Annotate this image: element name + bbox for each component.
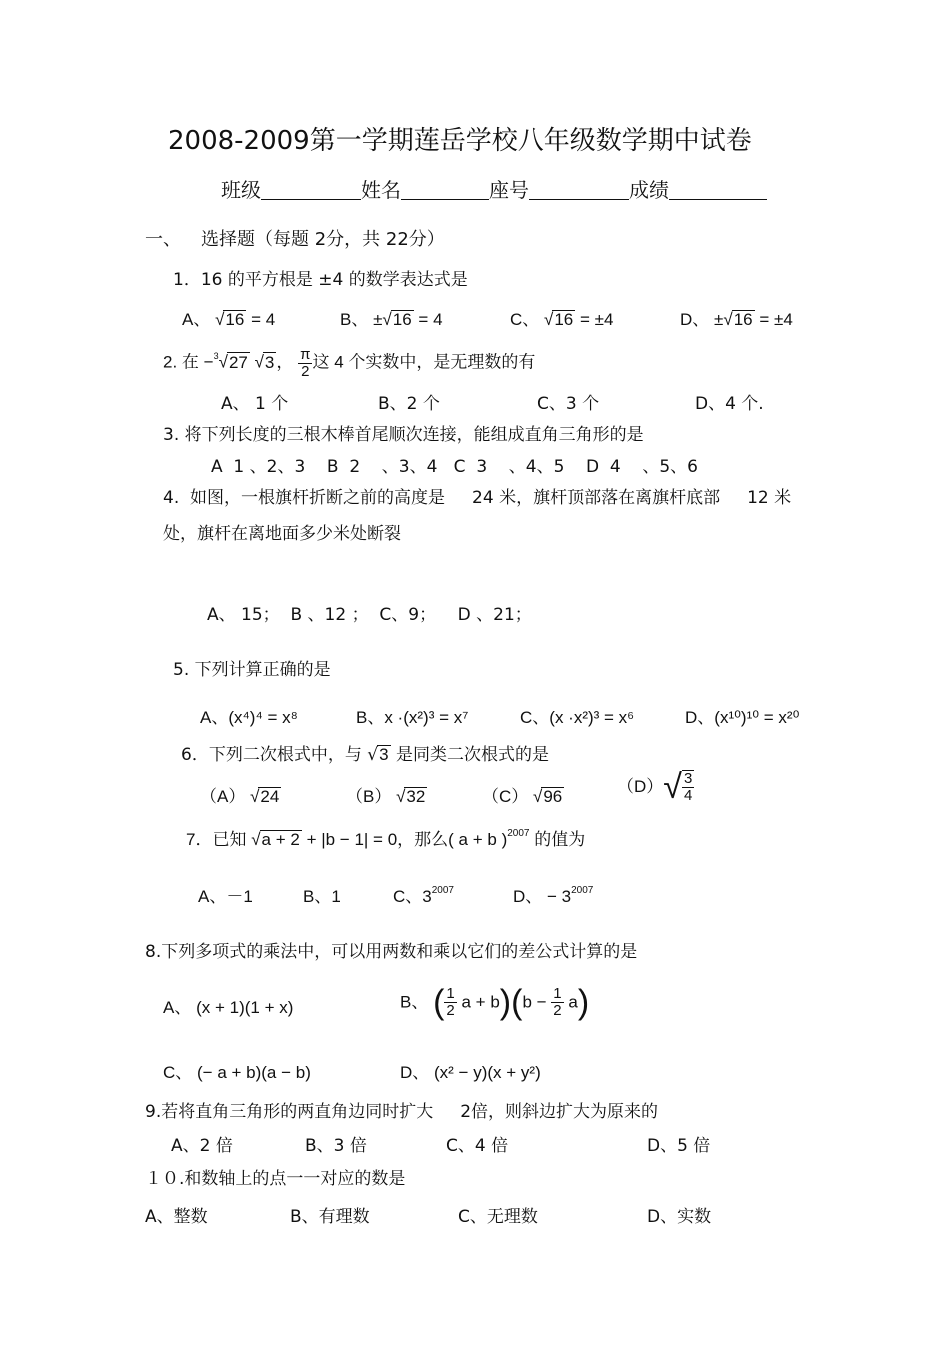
q10-option-b: B、有理数 <box>290 1207 370 1227</box>
score-blank[interactable] <box>669 181 767 200</box>
class-blank[interactable] <box>261 181 361 200</box>
q5-option-c: C、(x ·x²)³ = x⁶ <box>520 708 635 727</box>
student-info-row <box>221 180 767 200</box>
q8-option-b: B、 ( $\frac{1}{2}$ a + b)(b − $\frac{1}{2}$ a) <box>400 983 590 1022</box>
q8-option-a: A、 (x + 1)(1 + x) <box>163 998 294 1017</box>
seat-label: 座号 <box>489 178 529 202</box>
q7-option-a: A、－1 <box>198 887 253 906</box>
q2-option-b: B、2 个 <box>378 394 440 414</box>
q10-option-c: C、无理数 <box>458 1207 538 1227</box>
q1-option-b: B、 ±√16 = 4 <box>340 310 443 329</box>
q4-options: A、 15； B 、12 ； C、9； D 、21； <box>207 605 532 625</box>
q2-option-c: C、3 个 <box>537 394 600 414</box>
name-label: 姓名 <box>361 178 401 202</box>
q9-option-d: D、5 倍 <box>647 1136 711 1156</box>
q9-option-a: A、2 倍 <box>171 1136 233 1156</box>
q2-stem: 2. 在 −$^3$√27 √3 ， $\frac{\pi}{2}$ 这 4 个实数中，是无理数的有 <box>163 346 536 380</box>
q6-option-b: （B） √32 <box>346 787 426 806</box>
section-one-heading: 选择题（每题 2分，共 22分） <box>201 229 445 250</box>
q6-option-c: （C） √96 <box>482 787 563 806</box>
q7-stem: 7．已知 √a + 2 + |b − 1| = 0，那么( a + b )$^{2007}$ 的值为 <box>186 828 586 849</box>
q9-option-b: B、3 倍 <box>305 1136 367 1156</box>
q8-option-d: D、 (x² − y)(x + y²) <box>400 1063 541 1082</box>
q5-option-b: B、x ·(x²)³ = x⁷ <box>356 708 469 727</box>
q10-option-d: D、实数 <box>647 1207 712 1227</box>
class-label: 班级 <box>221 178 261 202</box>
q3-stem: 3. 将下列长度的三根木棒首尾顺次连接，能组成直角三角形的是 <box>163 425 644 445</box>
q1-stem: 1．16 的平方根是 ±4 的数学表达式是 <box>173 270 468 290</box>
q7-option-b: B、1 <box>303 887 341 906</box>
q1-option-d: D、 ±√16 = ±4 <box>680 310 793 329</box>
q5-stem: 5. 下列计算正确的是 <box>173 660 331 680</box>
q2-option-a: A、 1 个 <box>221 394 289 414</box>
q8-option-c: C、 (− a + b)(a − b) <box>163 1063 311 1082</box>
q7-option-d: D、 − $3^{2007}$ <box>513 885 594 906</box>
name-blank[interactable] <box>401 181 489 200</box>
q4-stem-line2: 处，旗杆在离地面多少米处断裂 <box>163 524 401 544</box>
q8-stem: 8.下列多项式的乘法中，可以用两数和乘以它们的差公式计算的是 <box>145 942 638 962</box>
q1-option-c: C、 √16 = ±4 <box>510 310 614 329</box>
q6-stem: 6．下列二次根式中，与 √3 是同类二次根式的是 <box>181 745 549 765</box>
q6-option-a: （A） √24 <box>200 787 280 806</box>
seat-blank[interactable] <box>529 181 629 200</box>
page-title: 2008-2009第一学期莲岳学校八年级数学期中试卷 <box>168 126 752 156</box>
q4-stem-line1: 4. 如图，一根旗杆折断之前的高度是 24 米，旗杆顶部落在离旗杆底部 12 米 <box>163 488 792 508</box>
q6-option-d: （D）√ $\frac{3}{4}$ <box>617 767 693 806</box>
q5-option-d: D、(x¹⁰)¹⁰ = x²⁰ <box>685 708 800 727</box>
q9-stem: 9.若将直角三角形的两直角边同时扩大 2倍，则斜边扩大为原来的 <box>145 1102 659 1122</box>
q1-option-a: A、 √16 = 4 <box>182 310 276 329</box>
q3-options: A 1 、2、3 B 2 、3、4 C 3 、4、5 D 4 、5、6 <box>211 457 698 477</box>
q7-option-c: C、$3^{2007}$ <box>393 885 454 906</box>
q10-stem: １０.和数轴上的点一一对应的数是 <box>145 1169 406 1189</box>
q9-option-c: C、4 倍 <box>446 1136 509 1156</box>
q2-option-d: D、4 个. <box>695 394 764 414</box>
section-one-number: 一、 <box>145 229 181 250</box>
score-label: 成绩 <box>629 178 669 202</box>
q5-option-a: A、(x⁴)⁴ = x⁸ <box>200 708 298 727</box>
pi-over-two: $\frac{\pi}{2}$ <box>300 346 311 380</box>
q10-option-a: A、整数 <box>145 1207 208 1227</box>
